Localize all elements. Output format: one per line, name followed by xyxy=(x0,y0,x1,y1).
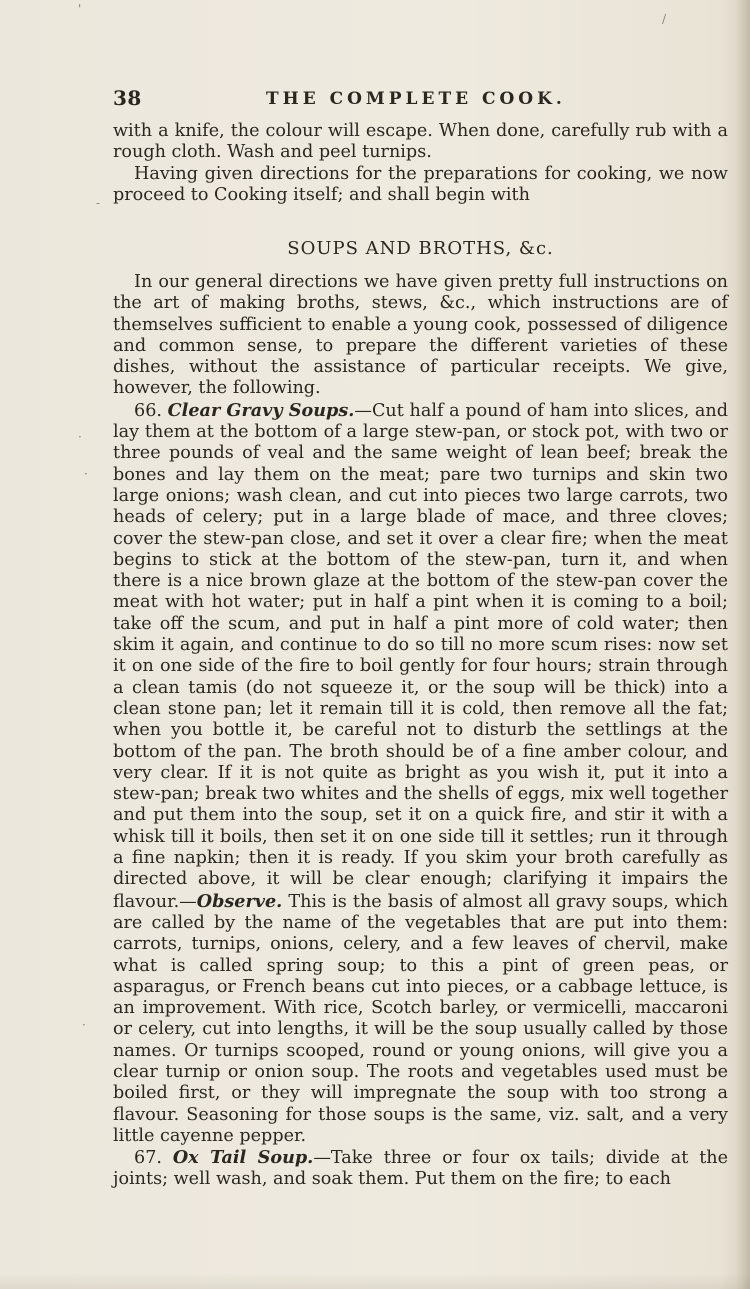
recipe-title: Clear Gravy Soups. xyxy=(167,399,355,421)
recipe-66 xyxy=(113,400,728,1147)
page-bottom-edge xyxy=(0,1273,750,1289)
paper-speck: · xyxy=(78,430,82,444)
recipe-67 xyxy=(113,1147,728,1191)
section-heading: SOUPS AND BROTHS, &c. xyxy=(287,238,554,259)
recipe-number: 67. xyxy=(134,1148,162,1169)
paper-speck: - xyxy=(96,196,101,210)
section-intro-paragraph: In our general directions we have given pretty full instructions on the art of making broths, stews, &c., which instructions are of themselves sufficient to enable a young cook, possessed of diligence and common sense, to prepare the different varieties of these dishes, without the assistance of particular receipts. We give, however, the following. xyxy=(113,272,728,399)
paper-speck: · xyxy=(82,1018,86,1032)
recipe-body: —Cut half a pound of ham into slices, and lay them at the bottom of a large stew-pan, or stock pot, with two or three pounds of veal and the same weight of lean beef; break the bones and lay them on the meat; pare two turnips and skin two large onions; wash clean, and cut into pieces two large carrots, two heads of celery; put in a large blade of mace, and three cloves; cover the stew-pan close, and set it over a clear fire; when the meat begins to stick at the bottom of the stew-pan, turn it, and when there is a nice brown glaze at the bottom of the stew-pan cover the meat with hot water; put in half a pint when it is coming to a boil; take off the scum, and put in half a pint more of cold water; then skim it again, and continue to do so till no more scum rises: now set it on one side of the fire to boil gently for four hours; strain through a clean tamis (do not squeeze it, or the soup will be thick) into a clean stone pan; let it remain till it is cold, then remove all the fat; when you bottle it, be careful not to disturb the settlings at the bottom of the pan. The broth should be of a fine amber colour, and very clear. If it is not quite as bright as you wish it, put it into a stew-pan; break two whites and the shells of eggs, mix well together and put them into the soup, set it on a quick fire, and stir it with a whisk till it boils, then set it on one side till it settles; run it through a fine napkin; then it is ready. If you skim your broth carefully as directed above, it will be clear enough; clarifying it impairs the flavour.— xyxy=(113,400,728,912)
paper-speck: / xyxy=(662,12,667,26)
running-title: THE COMPLETE COOK. xyxy=(266,89,566,109)
page-edge-shadow xyxy=(736,0,750,1289)
section-body xyxy=(113,272,728,1191)
page-number: 38 xyxy=(113,86,142,110)
observe-label: Observe. xyxy=(196,890,283,912)
paper-speck: ' xyxy=(78,2,82,16)
transition-paragraph: Having given directions for the preparations for cooking, we now proceed to Cooking itself; and shall begin with xyxy=(113,163,728,205)
recipe-body: —Take three or four ox tails; divide at the joints; well wash, and soak them. Put them on the fire; to each xyxy=(113,1148,729,1190)
recipe-title: Ox Tail Soup. xyxy=(172,1147,314,1169)
recipe-number: 66. xyxy=(134,400,162,421)
page-header xyxy=(113,86,728,114)
paper-speck: · xyxy=(84,467,88,481)
recipe-body-continued: This is the basis of almost all gravy soups, which are called by the name of the vegetables that are put into them: carrots, turnips, onions, celery, and a few leaves of chervil, make what is called spring soup; to this a pint of green peas, or asparagus, or French beans cut into pieces, or a cabbage lettuce, is an improvement. With rice, Scotch barley, or vermicelli, maccaroni or celery, cut into lengths, it will be the soup usually called by those names. Or turnips scooped, round or young onions, will give you a clear turnip or onion soup. The roots and vegetables used must be boiled first, or they will impregnate the soup with too strong a flavour. Seasoning for those soups is the same, viz. salt, and a very little cayenne pepper. xyxy=(113,891,728,1146)
continued-paragraph: with a knife, the colour will escape. When done, carefully rub with a rough cloth. Wash and peel turnips. xyxy=(113,121,728,163)
intro-text xyxy=(113,121,728,206)
